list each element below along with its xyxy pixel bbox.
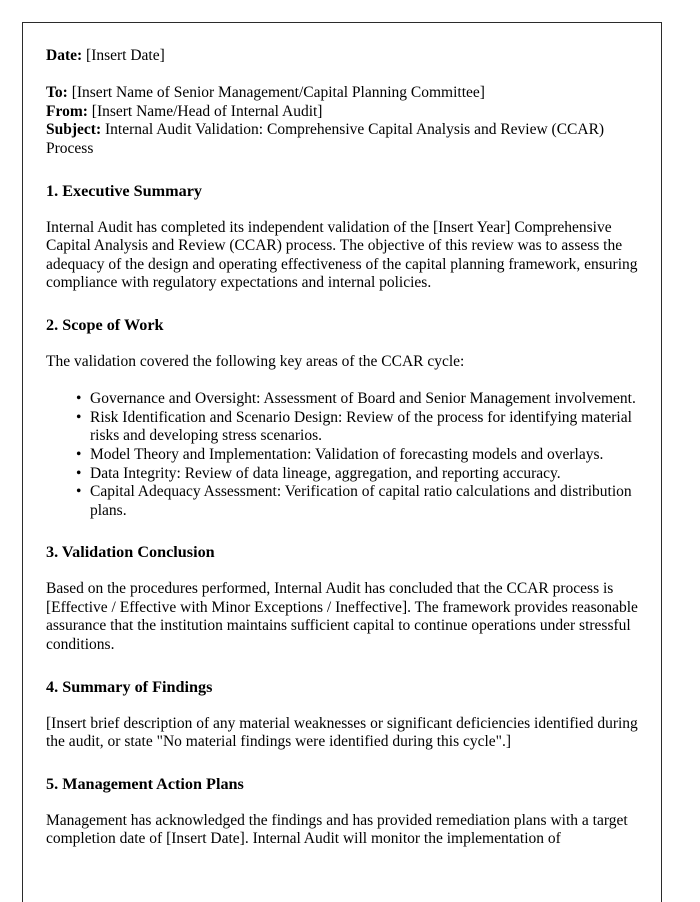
list-item (46, 409, 639, 446)
to-line (46, 84, 639, 103)
spacer (46, 201, 639, 219)
bullet-icon: • (76, 464, 82, 482)
section-4-paragraph-1: [Insert brief description of any material weaknesses or significant deficiencies identified during the audit, or state "No material findings were identified during this cycle".] (46, 714, 638, 751)
date-line (46, 47, 639, 66)
spacer (46, 335, 639, 353)
spacer (46, 794, 639, 812)
list-item (46, 465, 639, 484)
list-item-text: Governance and Oversight: Assessment of Board and Senior Management involvement. (90, 390, 636, 408)
spacer (46, 372, 639, 391)
list-item (46, 446, 639, 465)
subject-line (46, 121, 639, 158)
date-label: Date: (46, 47, 83, 64)
spacer (46, 520, 639, 543)
list-item (46, 390, 639, 409)
from-label: From: (46, 102, 88, 120)
date-value: [Insert Date] (86, 47, 165, 64)
spacer (46, 752, 639, 775)
document-page (22, 22, 662, 902)
to-label: To: (46, 84, 68, 102)
spacer (46, 293, 639, 316)
section-heading-4: 4. Summary of Findings (46, 677, 213, 696)
list-item-text: Data Integrity: Review of data lineage, aggregation, and reporting accuracy. (90, 464, 561, 482)
bullet-icon: • (76, 408, 82, 426)
section-2-paragraph-1: The validation covered the following key areas of the CCAR cycle: (46, 352, 465, 370)
section-5-paragraph-1: Management has acknowledged the findings and has provided remediation plans with a target completion date of [Insert Date]. Internal Audit will monitor the implementation of (46, 811, 628, 848)
section-heading-1: 1. Executive Summary (46, 181, 203, 200)
spacer (46, 655, 639, 678)
list-item-text: Risk Identification and Scenario Design: Review of the process for identifying material risks and developing stress scenarios. (90, 408, 632, 445)
document-body (46, 47, 639, 849)
list-item-text: Model Theory and Implementation: Validation of forecasting models and overlays. (90, 445, 604, 463)
section-3-paragraph-1: Based on the procedures performed, Internal Audit has concluded that the CCAR process is [Effective / Effective with Minor Exceptions / Ineffective]. The framework provides reasonable assurance that the institution maintains sufficient capital to continue operations under stressful conditions. (46, 580, 638, 654)
to-value: [Insert Name of Senior Management/Capital Planning Committee] (71, 84, 485, 102)
scope-bullet-list (46, 390, 639, 520)
list-item-text: Capital Adequacy Assessment: Verification of capital ratio calculations and distribution plans. (90, 483, 632, 519)
spacer (46, 562, 639, 580)
subject-label: Subject: (46, 121, 102, 139)
section-1-paragraph-1: Internal Audit has completed its independent validation of the [Insert Year] Comprehensive Capital Analysis and Review (CCAR) process. The objective of this review was to assess the adequacy of the design and operating effectiveness of the capital planning framework, ensuring compliance with regulatory expectations and internal policies. (46, 218, 638, 292)
from-line (46, 103, 639, 122)
spacer (46, 159, 639, 182)
list-item (46, 483, 639, 520)
bullet-icon: • (76, 483, 82, 501)
section-heading-2: 2. Scope of Work (46, 315, 164, 334)
header-spacer (46, 66, 639, 85)
bullet-icon: • (76, 390, 82, 408)
section-heading-5: 5. Management Action Plans (46, 774, 244, 793)
spacer (46, 697, 639, 715)
document-header (46, 47, 639, 159)
bullet-icon: • (76, 445, 82, 463)
section-heading-3: 3. Validation Conclusion (46, 543, 215, 562)
subject-value: Internal Audit Validation: Comprehensive Capital Analysis and Review (CCAR) Process (46, 121, 605, 157)
from-value: [Insert Name/Head of Internal Audit] (91, 102, 323, 120)
